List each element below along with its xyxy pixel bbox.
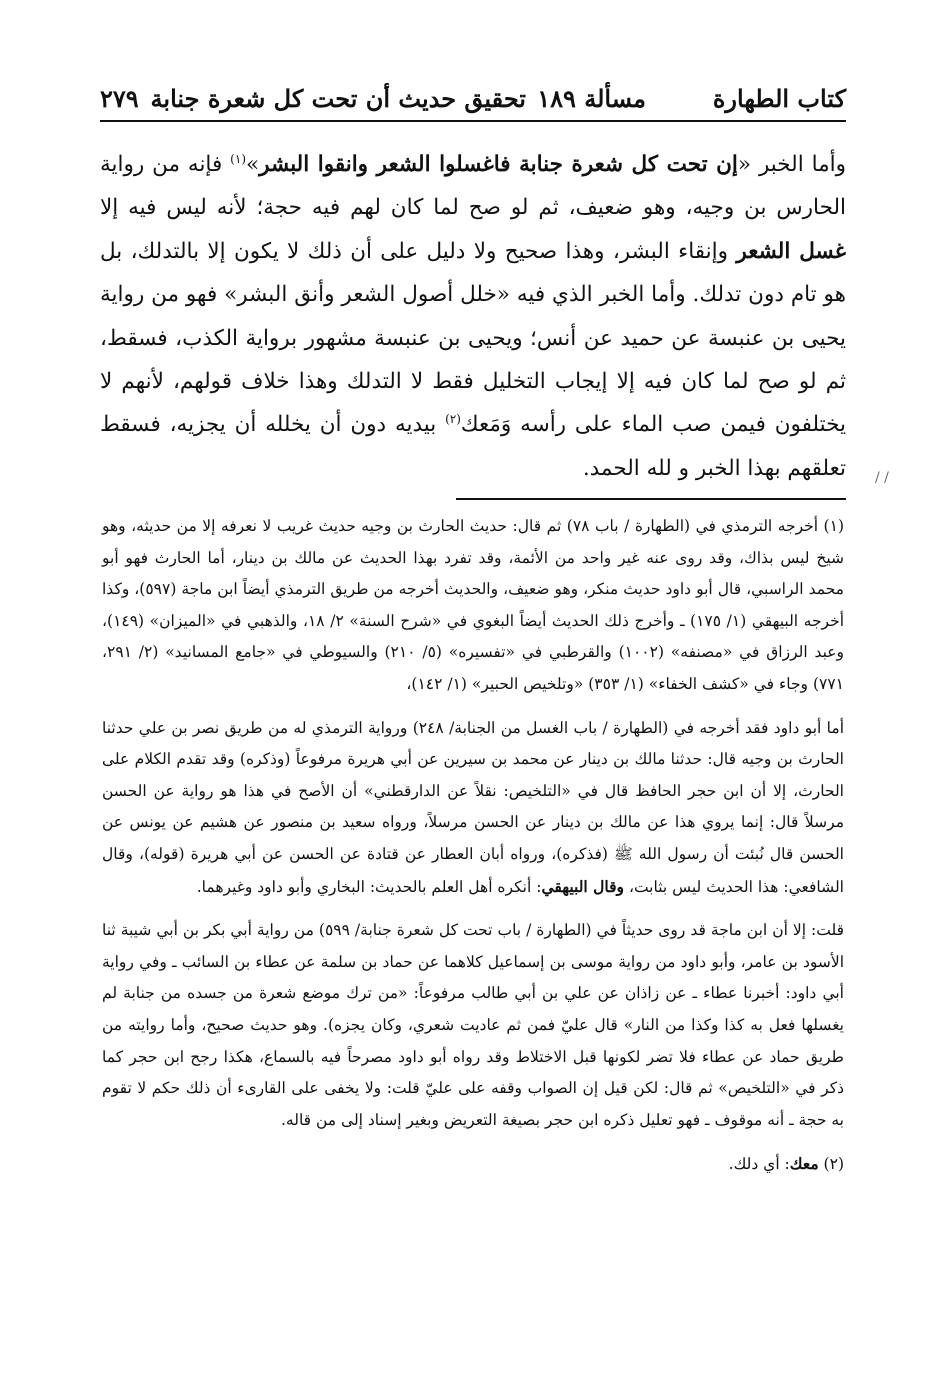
footnote-2 <box>102 1148 844 1181</box>
header-section-title: تحقيق حديث أن تحت كل شعرة جنابة <box>150 84 526 113</box>
footnote-divider <box>456 498 846 500</box>
main-paragraph <box>100 143 846 490</box>
footnote-1-paragraph-1: (١) أخرجه الترمذي في (الطهارة / باب ٧٨) ثم قال: حديث الحارث بن وجيه حديث غريب لا نعرفه إلا من حديثه، وهو شيخ ليس بذاك، وقد روى عنه غير واحد من الأئمة، وقد تفرد بهذا الحديث عن مالك بن دينار، أما الحارث فهو أبو محمد الراسبي، قال أبو داود حديث منكر، وهو ضعيف، والحديث أخرجه من طريق الترمذي أيضاً ابن ماجة (٥٩٧)، وكذا أخرجه البيهقي (١/ ١٧٥) ـ وأخرج ذلك الحديث أيضاً البغوي في «شرح السنة» ٢/ ١٨، والذهبي في «الميزان» (١٤٩)، وعبد الرزاق في «مصنفه» (١٠٠٢) والقرطبي في «تفسيره» (٥/ ٢١٠) والسيوطي في «جامع المسانيد» (٢/ ٢٩١، ٧٧١) وجاء في «كشف الخفاء» (١/ ٣٥٣) «وتلخيص الحبير» (١/ ١٤٢)، <box>102 517 844 693</box>
intro-text: وأما الخبر « <box>737 152 847 177</box>
margin-marks: / / <box>875 470 889 486</box>
footnote-2-definition: : أي دلك. <box>728 1155 790 1174</box>
footnotes <box>102 511 844 1181</box>
bold-phrase: وقال البيهقي <box>541 876 625 896</box>
footnote-ref-2: (٢) <box>445 412 461 427</box>
main-text <box>100 143 846 490</box>
footnote-1-paragraph-3: قلت: إلا أن ابن ماجة قد روى حديثاً في (الطهارة / باب تحت كل شعرة جنابة/ ٥٩٩) من رواية أبي بكر بن أبي شيبة ثنا الأسود بن عامر، وأبو داود من رواية موسى بن إسماعيل كلاهما عن حماد بن سلمة عن عطاء بن السائب ـ وفي رواية أبي داود: أخبرنا عطاء ـ عن زاذان عن علي بن أبي طالب مرفوعاً: «من ترك موضع شعرة من جسده من جنابة لم يغسلها فعل به كذا وكذا من النار» قال عليّ فمن ثم عاديت شعري، وكان يجزه). وهو حديث صحيح، وأما روايته من طريق حماد عن عطاء فلا تضر لكونها قبل الاختلاط وقد رواه أبو داود مصرحاً فيه بالسماع، هكذا رجح ابن حجر كما ذكر في «التلخيص» ثم قال: لكن قيل إن الصواب وقفه على عليّ قلت: ولا يخفى على القارىء أن ذلك حكم لا تقوم به حجة ـ أنه موقوف ـ فهو تعليل ذكره ابن حجر بصيغة التعريض وبغير إسناد إلى من قاله. <box>102 921 845 1129</box>
bold-phrase: غسل الشعر <box>736 238 846 264</box>
text-segment: أما أبو داود فقد أخرجه في (الطهارة / باب الغسل من الجنابة/ ٢٤٨) ورواية الترمذي له من طريق نصر بن علي حدثنا الحارث بن وجيه قال: حدثنا مالك بن دينار عن محمد بن سيرين عن أبي هريرة مرفوعاً (وذكره) وقد تقدم الكلام على الحارث، إلا أن ابن حجر الحافظ قال في «التلخيص: نقلاً عن الدارقطني» أن الأصح في هذا هو رواية عن الحسن مرسلاً قال: إنما يروي هذا عن مالك بن دينار عن الحسن مرسلاً، ورواه سعيد بن منصور عن هشيم عن يونس عن الحسن قال نُبئت أن رسول الله ﷺ (فذكره)، ورواه أبان العطار عن قتادة عن الحسن عن أبي هريرة (قوله)، وقال الشافعي: هذا الحديث ليس بثابت، <box>102 718 844 896</box>
header-issue-number: مسألة ١٨٩ <box>537 84 646 113</box>
hadith-close: » <box>246 152 260 177</box>
footnote-2-number: (٢) <box>818 1155 844 1174</box>
text-segment: : أنكره أهل العلم بالحديث: البخاري وأبو داود وغيرهما. <box>196 877 542 896</box>
header-book-title: كتاب الطهارة <box>712 84 846 113</box>
text-segment: فإنه من رواية الحارس بن وجيه، وهو ضعيف، ثم لو صح لما كان لهم فيه حجة؛ لأنه ليس فيه إلا <box>100 152 846 221</box>
footnote-1-paragraph-2 <box>102 713 844 904</box>
page-number: ٢٧٩ <box>100 84 139 113</box>
footnote-2-term: معك <box>789 1154 819 1174</box>
text-segment: بيديه دون أن يخلله أن يجزيه، فسقط تعلقهم بهذا الخبر و لله الحمد. <box>100 412 846 481</box>
footnote-ref-1: (١) <box>230 151 246 166</box>
hadith-quote: إن تحت كل شعرة جنابة فاغسلوا الشعر وانقوا البشر <box>259 152 738 177</box>
text-segment: وإنقاء البشر، وهذا صحيح ولا دليل على أن ذلك لا يكون إلا بالتدلك، بل هو تام دون تدلك. وأما الخبر الذي فيه «خلل أصول الشعر وأنق البشر» فهو من رواية يحيى بن عنبسة عن حميد عن أنس؛ ويحيى بن عنبسة مشهور برواية الكذب، فسقط، ثم لو صح لما كان فيه إلا إيجاب التخليل فقط لا التدلك وهذا خلاف قولهم، لأنهم لا يختلفون فيمن صب الماء على رأسه وَمَعك <box>100 238 847 438</box>
running-header <box>100 80 846 122</box>
